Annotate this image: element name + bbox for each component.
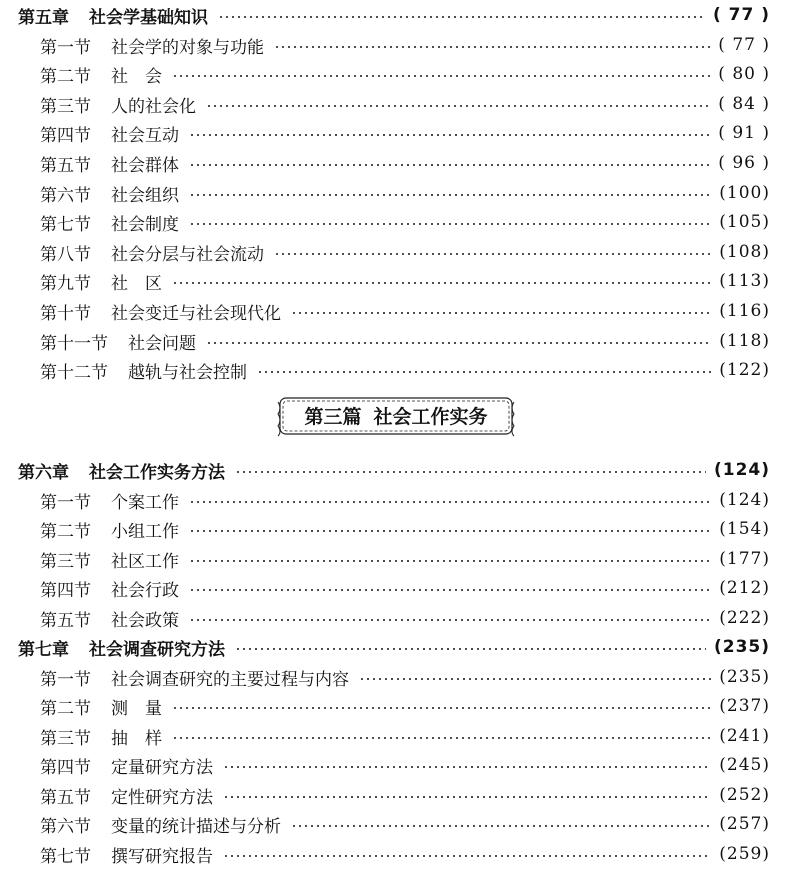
toc-section[interactable] [0,662,770,692]
section-title: 变量的统计描述与分析 [111,816,281,837]
dot-leader [291,312,711,314]
chapter-number: 第五章 [18,7,69,28]
section-title: 社区工作 [111,551,179,572]
page-number: (124) [713,460,770,480]
section-title: 人的社会化 [111,96,196,117]
dot-leader [172,737,711,739]
section-number: 第二节 [40,698,91,719]
section-number: 第六节 [40,816,91,837]
dot-leader [223,766,711,768]
toc-section[interactable] [0,296,770,326]
toc-section[interactable] [0,237,770,267]
page-number: (100) [719,183,770,203]
section-title: 社会问题 [128,333,196,354]
section-number: 第一节 [40,37,91,58]
page-number: (124) [719,490,770,510]
section-number: 第九节 [40,273,91,294]
toc-section[interactable] [0,839,770,869]
page-number: (235) [719,667,770,687]
dot-leader [206,105,710,107]
section-title: 社会政策 [111,610,179,631]
section-title: 社会制度 [111,214,179,235]
toc-section[interactable] [0,809,770,839]
section-title: 社会群体 [111,155,179,176]
section-title: 测 量 [111,698,162,719]
page-number: ( 91 ) [718,123,770,143]
page-number: (108) [719,242,770,262]
page-number: (122) [719,360,770,380]
section-number: 第八节 [40,244,91,265]
dot-leader [257,371,711,373]
toc-section[interactable] [0,59,770,89]
section-title: 个案工作 [111,492,179,513]
toc-section[interactable] [0,118,770,148]
section-number: 第十一节 [40,333,108,354]
page-number: (105) [719,212,770,232]
section-number: 第五节 [40,155,91,176]
chapter-number: 第七章 [18,639,69,660]
page-number: (245) [719,755,770,775]
section-number: 第七节 [40,846,91,867]
page-number: (237) [719,696,770,716]
section-number: 第六节 [40,185,91,206]
page-number: (118) [719,331,770,351]
section-number: 第一节 [40,492,91,513]
page-number: (241) [719,726,770,746]
dot-leader [291,825,711,827]
toc-section[interactable] [0,603,770,633]
toc-section[interactable] [0,691,770,721]
dot-leader [223,796,711,798]
chapter-title: 社会调查研究方法 [89,639,225,660]
section-title: 社会变迁与社会现代化 [111,303,281,324]
toc-section[interactable] [0,573,770,603]
dot-leader [189,134,710,136]
part-title: 社会工作实务 [373,406,488,428]
section-title: 社 会 [111,66,162,87]
section-title: 社会调查研究的主要过程与内容 [111,669,349,690]
toc-section[interactable] [0,514,770,544]
toc-chapter-5[interactable] [0,0,770,30]
dot-leader [189,530,711,532]
dot-leader [235,471,706,473]
dot-leader [218,16,705,18]
dot-leader [189,560,711,562]
section-title: 社会分层与社会流动 [111,244,264,265]
dot-leader [189,619,711,621]
toc-section[interactable] [0,780,770,810]
page-number: (235) [713,637,770,657]
chapter-title: 社会工作实务方法 [89,462,225,483]
dot-leader [206,342,711,344]
toc-section[interactable] [0,544,770,574]
section-title: 社会互动 [111,125,179,146]
dot-leader [189,589,711,591]
section-number: 第七节 [40,214,91,235]
section-title: 定性研究方法 [111,787,213,808]
toc-section[interactable] [0,207,770,237]
dot-leader [189,501,711,503]
section-title: 社会组织 [111,185,179,206]
page-number: ( 77 ) [718,35,770,55]
part-banner [276,394,516,438]
toc-section[interactable] [0,750,770,780]
dot-leader [172,707,711,709]
section-number: 第三节 [40,96,91,117]
dot-leader [189,194,711,196]
page-number: (154) [719,519,770,539]
dot-leader [189,164,710,166]
page-number: (116) [719,301,770,321]
toc-section[interactable] [0,355,770,385]
section-title: 抽 样 [111,728,162,749]
page-number: ( 84 ) [718,94,770,114]
section-number: 第四节 [40,757,91,778]
page-number: ( 80 ) [718,64,770,84]
page-number: ( 77 ) [712,5,770,25]
toc-section[interactable] [0,178,770,208]
section-number: 第二节 [40,521,91,542]
section-title: 定量研究方法 [111,757,213,778]
chapter-number: 第六章 [18,462,69,483]
section-title: 社 区 [111,273,162,294]
section-number: 第五节 [40,787,91,808]
section-number: 第五节 [40,610,91,631]
toc-section[interactable] [0,30,770,60]
toc-chapter-7[interactable] [0,632,770,662]
section-number: 第十节 [40,303,91,324]
part-number: 第三篇 [304,406,362,428]
toc-section[interactable] [0,721,770,751]
toc-section[interactable] [0,89,770,119]
page-number: (259) [719,844,770,864]
toc-section[interactable] [0,266,770,296]
dot-leader [235,648,706,650]
dot-leader [172,75,710,77]
section-title: 撰写研究报告 [111,846,213,867]
dot-leader [274,46,710,48]
section-number: 第四节 [40,580,91,601]
dot-leader [172,282,711,284]
section-title: 小组工作 [111,521,179,542]
section-number: 第三节 [40,728,91,749]
toc-chapter-6[interactable] [0,455,770,485]
dot-leader [359,678,711,680]
section-number: 第四节 [40,125,91,146]
toc-section[interactable] [0,148,770,178]
toc-section[interactable] [0,485,770,515]
page-number: ( 96 ) [718,153,770,173]
section-number: 第十二节 [40,362,108,383]
chapter-title: 社会学基础知识 [89,7,208,28]
page-number: (222) [719,608,770,628]
section-title: 社会行政 [111,580,179,601]
page-number: (113) [719,271,770,291]
toc-section[interactable] [0,326,770,356]
page-number: (257) [719,814,770,834]
page-number: (177) [719,549,770,569]
dot-leader [223,855,711,857]
section-number: 第三节 [40,551,91,572]
page-number: (252) [719,785,770,805]
section-number: 第二节 [40,66,91,87]
page-number: (212) [719,578,770,598]
dot-leader [189,223,711,225]
dot-leader [274,253,711,255]
section-title: 越轨与社会控制 [128,362,247,383]
section-number: 第一节 [40,669,91,690]
section-title: 社会学的对象与功能 [111,37,264,58]
